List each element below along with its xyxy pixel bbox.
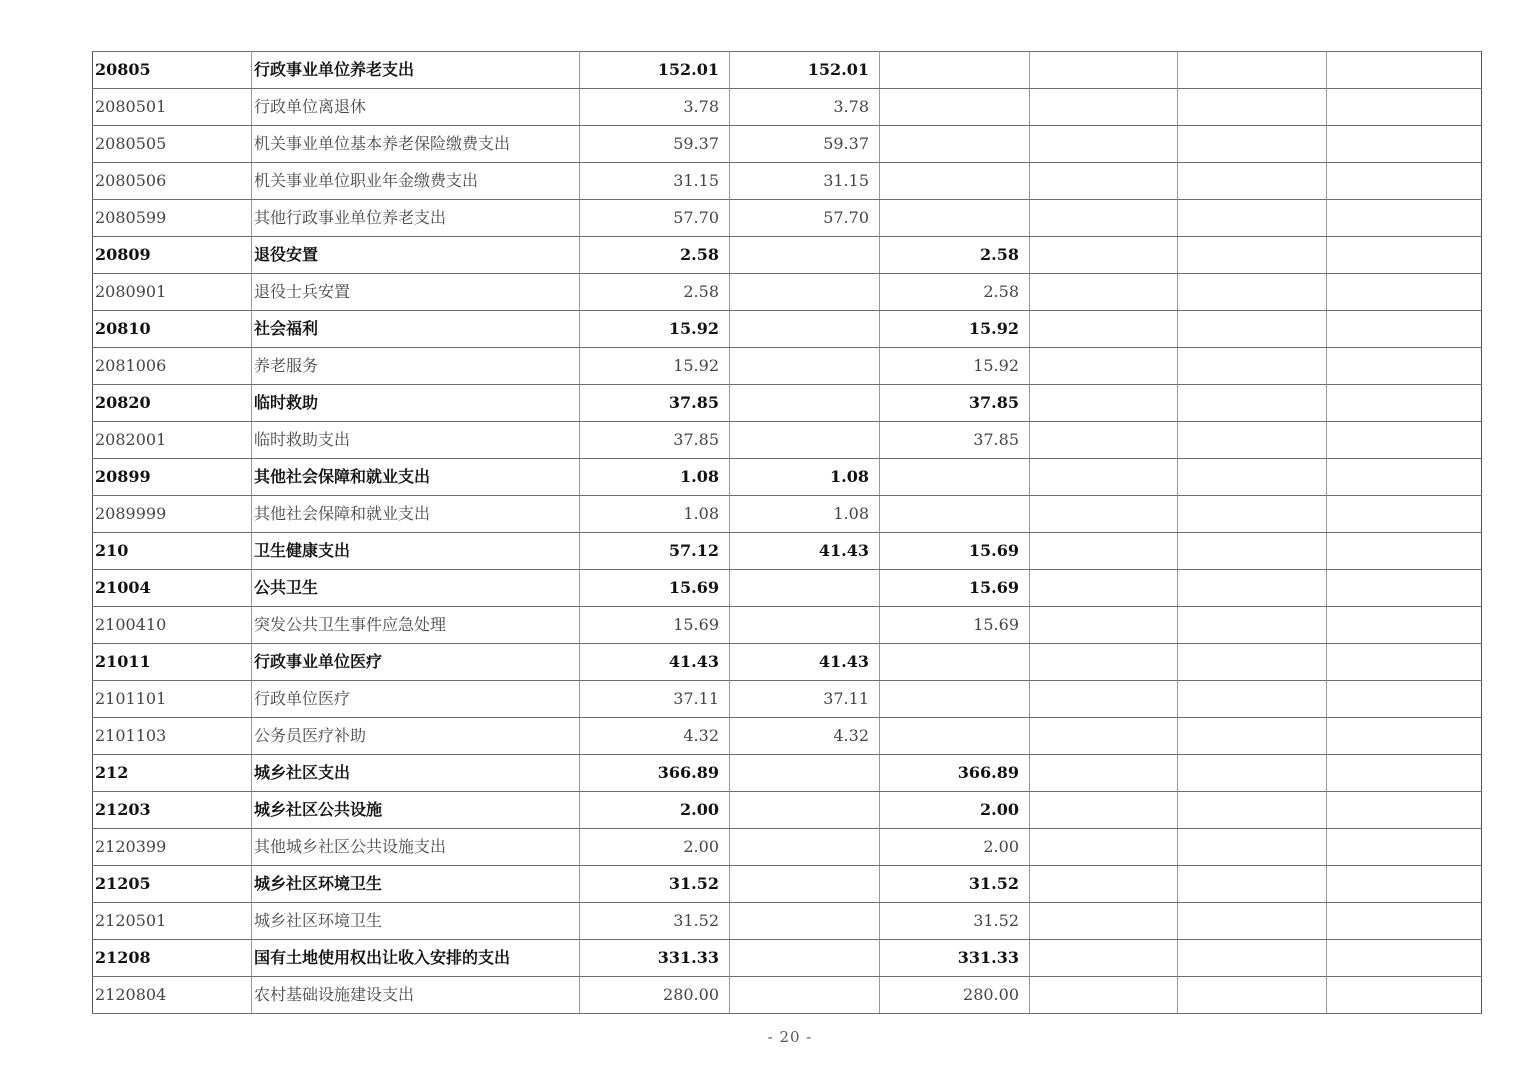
amount-project-cell: 2.58	[880, 274, 1030, 311]
amount-col7-cell	[1178, 533, 1327, 570]
amount-project-cell	[880, 89, 1030, 126]
code-cell: 2080505	[93, 126, 252, 163]
amount-col6-cell	[1030, 89, 1178, 126]
amount-col7-cell	[1178, 311, 1327, 348]
amount-col8-cell	[1327, 866, 1482, 903]
amount-col8-cell	[1327, 644, 1482, 681]
amount-basic-cell	[730, 237, 880, 274]
code-cell: 20899	[93, 459, 252, 496]
amount-col7-cell	[1178, 607, 1327, 644]
amount-col6-cell	[1030, 274, 1178, 311]
name-cell: 城乡社区环境卫生	[252, 903, 580, 940]
code-cell: 2081006	[93, 348, 252, 385]
amount-col7-cell	[1178, 89, 1327, 126]
code-cell: 20820	[93, 385, 252, 422]
amount-total-cell: 280.00	[580, 977, 730, 1014]
amount-col8-cell	[1327, 459, 1482, 496]
amount-total-cell: 366.89	[580, 755, 730, 792]
amount-col7-cell	[1178, 903, 1327, 940]
code-cell: 2089999	[93, 496, 252, 533]
amount-col6-cell	[1030, 829, 1178, 866]
table-row	[93, 792, 1482, 829]
code-cell: 2120804	[93, 977, 252, 1014]
amount-col7-cell	[1178, 496, 1327, 533]
name-cell: 机关事业单位基本养老保险缴费支出	[252, 126, 580, 163]
amount-col6-cell	[1030, 200, 1178, 237]
code-cell: 21011	[93, 644, 252, 681]
amount-project-cell: 31.52	[880, 866, 1030, 903]
amount-col8-cell	[1327, 89, 1482, 126]
amount-total-cell: 152.01	[580, 52, 730, 89]
amount-basic-cell	[730, 385, 880, 422]
amount-basic-cell	[730, 792, 880, 829]
amount-col8-cell	[1327, 718, 1482, 755]
amount-basic-cell: 31.15	[730, 163, 880, 200]
amount-col7-cell	[1178, 866, 1327, 903]
amount-col7-cell	[1178, 52, 1327, 89]
code-cell: 2101101	[93, 681, 252, 718]
amount-project-cell: 37.85	[880, 385, 1030, 422]
amount-project-cell	[880, 681, 1030, 718]
amount-basic-cell	[730, 348, 880, 385]
amount-total-cell: 331.33	[580, 940, 730, 977]
amount-col6-cell	[1030, 792, 1178, 829]
amount-total-cell: 1.08	[580, 459, 730, 496]
code-cell: 20805	[93, 52, 252, 89]
amount-project-cell	[880, 644, 1030, 681]
name-cell: 城乡社区支出	[252, 755, 580, 792]
amount-project-cell	[880, 163, 1030, 200]
amount-col8-cell	[1327, 681, 1482, 718]
amount-col6-cell	[1030, 977, 1178, 1014]
amount-total-cell: 1.08	[580, 496, 730, 533]
code-cell: 21004	[93, 570, 252, 607]
amount-total-cell: 31.52	[580, 866, 730, 903]
amount-basic-cell: 1.08	[730, 496, 880, 533]
table-row	[93, 977, 1482, 1014]
amount-col7-cell	[1178, 829, 1327, 866]
amount-basic-cell	[730, 755, 880, 792]
amount-col8-cell	[1327, 903, 1482, 940]
amount-project-cell	[880, 200, 1030, 237]
amount-col8-cell	[1327, 755, 1482, 792]
amount-col8-cell	[1327, 792, 1482, 829]
amount-project-cell	[880, 126, 1030, 163]
name-cell: 退役士兵安置	[252, 274, 580, 311]
amount-col6-cell	[1030, 940, 1178, 977]
table-row	[93, 348, 1482, 385]
amount-col7-cell	[1178, 422, 1327, 459]
page-number: - 20 -	[767, 1028, 813, 1046]
code-cell: 2120501	[93, 903, 252, 940]
amount-project-cell	[880, 496, 1030, 533]
amount-basic-cell	[730, 570, 880, 607]
name-cell: 公务员医疗补助	[252, 718, 580, 755]
amount-col7-cell	[1178, 126, 1327, 163]
amount-basic-cell	[730, 866, 880, 903]
amount-basic-cell: 41.43	[730, 644, 880, 681]
amount-col8-cell	[1327, 422, 1482, 459]
name-cell: 临时救助支出	[252, 422, 580, 459]
table-row	[93, 755, 1482, 792]
code-cell: 20810	[93, 311, 252, 348]
name-cell: 公共卫生	[252, 570, 580, 607]
amount-project-cell: 15.69	[880, 533, 1030, 570]
name-cell: 养老服务	[252, 348, 580, 385]
amount-col6-cell	[1030, 496, 1178, 533]
name-cell: 突发公共卫生事件应急处理	[252, 607, 580, 644]
amount-col6-cell	[1030, 237, 1178, 274]
amount-col8-cell	[1327, 126, 1482, 163]
table-row	[93, 311, 1482, 348]
table-row	[93, 237, 1482, 274]
amount-col8-cell	[1327, 237, 1482, 274]
amount-col6-cell	[1030, 311, 1178, 348]
amount-project-cell	[880, 718, 1030, 755]
amount-project-cell: 15.92	[880, 311, 1030, 348]
code-cell: 2100410	[93, 607, 252, 644]
table-row	[93, 274, 1482, 311]
amount-col6-cell	[1030, 163, 1178, 200]
table-row	[93, 126, 1482, 163]
amount-col8-cell	[1327, 163, 1482, 200]
table-row	[93, 829, 1482, 866]
name-cell: 农村基础设施建设支出	[252, 977, 580, 1014]
amount-col8-cell	[1327, 977, 1482, 1014]
table-body	[93, 52, 1482, 1014]
name-cell: 国有土地使用权出让收入安排的支出	[252, 940, 580, 977]
amount-basic-cell	[730, 940, 880, 977]
code-cell: 210	[93, 533, 252, 570]
table-row	[93, 718, 1482, 755]
amount-basic-cell	[730, 607, 880, 644]
amount-col8-cell	[1327, 200, 1482, 237]
amount-total-cell: 2.58	[580, 274, 730, 311]
table-row	[93, 496, 1482, 533]
amount-basic-cell: 37.11	[730, 681, 880, 718]
amount-col6-cell	[1030, 607, 1178, 644]
amount-col6-cell	[1030, 52, 1178, 89]
code-cell: 2080901	[93, 274, 252, 311]
amount-col7-cell	[1178, 977, 1327, 1014]
amount-basic-cell	[730, 829, 880, 866]
amount-project-cell: 15.69	[880, 607, 1030, 644]
name-cell: 城乡社区环境卫生	[252, 866, 580, 903]
table-row	[93, 52, 1482, 89]
amount-col7-cell	[1178, 163, 1327, 200]
amount-basic-cell	[730, 977, 880, 1014]
amount-col7-cell	[1178, 200, 1327, 237]
table-row	[93, 644, 1482, 681]
table-row	[93, 866, 1482, 903]
code-cell: 2120399	[93, 829, 252, 866]
amount-col7-cell	[1178, 792, 1327, 829]
name-cell: 退役安置	[252, 237, 580, 274]
amount-col8-cell	[1327, 570, 1482, 607]
amount-col8-cell	[1327, 607, 1482, 644]
amount-basic-cell	[730, 274, 880, 311]
name-cell: 其他社会保障和就业支出	[252, 496, 580, 533]
amount-total-cell: 2.58	[580, 237, 730, 274]
amount-col6-cell	[1030, 644, 1178, 681]
code-cell: 2082001	[93, 422, 252, 459]
name-cell: 其他行政事业单位养老支出	[252, 200, 580, 237]
code-cell: 21203	[93, 792, 252, 829]
amount-basic-cell: 4.32	[730, 718, 880, 755]
amount-col8-cell	[1327, 52, 1482, 89]
amount-total-cell: 57.70	[580, 200, 730, 237]
amount-total-cell: 15.92	[580, 348, 730, 385]
amount-col7-cell	[1178, 718, 1327, 755]
name-cell: 行政单位离退休	[252, 89, 580, 126]
code-cell: 20809	[93, 237, 252, 274]
amount-col8-cell	[1327, 829, 1482, 866]
table-row	[93, 570, 1482, 607]
table-row	[93, 163, 1482, 200]
amount-col7-cell	[1178, 644, 1327, 681]
amount-total-cell: 15.69	[580, 607, 730, 644]
amount-col7-cell	[1178, 681, 1327, 718]
amount-total-cell: 15.69	[580, 570, 730, 607]
code-cell: 21205	[93, 866, 252, 903]
amount-total-cell: 57.12	[580, 533, 730, 570]
amount-total-cell: 2.00	[580, 829, 730, 866]
amount-col6-cell	[1030, 385, 1178, 422]
table-row	[93, 200, 1482, 237]
amount-project-cell: 2.00	[880, 829, 1030, 866]
amount-project-cell: 331.33	[880, 940, 1030, 977]
amount-col7-cell	[1178, 274, 1327, 311]
code-cell: 2080599	[93, 200, 252, 237]
table-row	[93, 903, 1482, 940]
name-cell: 行政事业单位养老支出	[252, 52, 580, 89]
amount-col7-cell	[1178, 237, 1327, 274]
amount-project-cell: 31.52	[880, 903, 1030, 940]
code-cell: 2101103	[93, 718, 252, 755]
amount-col6-cell	[1030, 348, 1178, 385]
amount-basic-cell	[730, 422, 880, 459]
amount-project-cell: 2.00	[880, 792, 1030, 829]
amount-project-cell: 15.92	[880, 348, 1030, 385]
amount-col6-cell	[1030, 755, 1178, 792]
amount-col8-cell	[1327, 348, 1482, 385]
amount-total-cell: 37.85	[580, 385, 730, 422]
amount-project-cell: 366.89	[880, 755, 1030, 792]
amount-col7-cell	[1178, 348, 1327, 385]
code-cell: 21208	[93, 940, 252, 977]
amount-col6-cell	[1030, 681, 1178, 718]
table-row	[93, 422, 1482, 459]
amount-col6-cell	[1030, 570, 1178, 607]
name-cell: 城乡社区公共设施	[252, 792, 580, 829]
amount-basic-cell: 3.78	[730, 89, 880, 126]
table-row	[93, 940, 1482, 977]
code-cell: 2080501	[93, 89, 252, 126]
amount-col6-cell	[1030, 533, 1178, 570]
amount-basic-cell: 59.37	[730, 126, 880, 163]
amount-project-cell	[880, 52, 1030, 89]
amount-total-cell: 31.15	[580, 163, 730, 200]
table-row	[93, 607, 1482, 644]
amount-col8-cell	[1327, 274, 1482, 311]
amount-col7-cell	[1178, 755, 1327, 792]
amount-col8-cell	[1327, 533, 1482, 570]
amount-col7-cell	[1178, 385, 1327, 422]
amount-total-cell: 37.11	[580, 681, 730, 718]
amount-basic-cell: 57.70	[730, 200, 880, 237]
amount-col6-cell	[1030, 422, 1178, 459]
name-cell: 行政事业单位医疗	[252, 644, 580, 681]
table-row	[93, 459, 1482, 496]
amount-project-cell: 280.00	[880, 977, 1030, 1014]
amount-total-cell: 31.52	[580, 903, 730, 940]
table-row	[93, 385, 1482, 422]
amount-col6-cell	[1030, 126, 1178, 163]
amount-project-cell: 37.85	[880, 422, 1030, 459]
amount-col8-cell	[1327, 311, 1482, 348]
code-cell: 212	[93, 755, 252, 792]
name-cell: 机关事业单位职业年金缴费支出	[252, 163, 580, 200]
amount-total-cell: 41.43	[580, 644, 730, 681]
amount-col6-cell	[1030, 903, 1178, 940]
amount-basic-cell: 41.43	[730, 533, 880, 570]
amount-basic-cell	[730, 311, 880, 348]
name-cell: 卫生健康支出	[252, 533, 580, 570]
amount-col7-cell	[1178, 459, 1327, 496]
amount-col6-cell	[1030, 866, 1178, 903]
table-row	[93, 89, 1482, 126]
amount-total-cell: 3.78	[580, 89, 730, 126]
table-row	[93, 681, 1482, 718]
amount-total-cell: 37.85	[580, 422, 730, 459]
amount-col6-cell	[1030, 459, 1178, 496]
budget-table	[92, 51, 1482, 1014]
amount-basic-cell: 1.08	[730, 459, 880, 496]
code-cell: 2080506	[93, 163, 252, 200]
name-cell: 行政单位医疗	[252, 681, 580, 718]
amount-project-cell	[880, 459, 1030, 496]
table-row	[93, 533, 1482, 570]
amount-total-cell: 4.32	[580, 718, 730, 755]
amount-col8-cell	[1327, 940, 1482, 977]
name-cell: 其他城乡社区公共设施支出	[252, 829, 580, 866]
amount-project-cell: 15.69	[880, 570, 1030, 607]
name-cell: 临时救助	[252, 385, 580, 422]
amount-project-cell: 2.58	[880, 237, 1030, 274]
amount-col7-cell	[1178, 570, 1327, 607]
amount-col6-cell	[1030, 718, 1178, 755]
amount-col8-cell	[1327, 385, 1482, 422]
amount-col7-cell	[1178, 940, 1327, 977]
name-cell: 社会福利	[252, 311, 580, 348]
amount-col8-cell	[1327, 496, 1482, 533]
amount-total-cell: 2.00	[580, 792, 730, 829]
amount-total-cell: 15.92	[580, 311, 730, 348]
amount-total-cell: 59.37	[580, 126, 730, 163]
amount-basic-cell	[730, 903, 880, 940]
amount-basic-cell: 152.01	[730, 52, 880, 89]
name-cell: 其他社会保障和就业支出	[252, 459, 580, 496]
